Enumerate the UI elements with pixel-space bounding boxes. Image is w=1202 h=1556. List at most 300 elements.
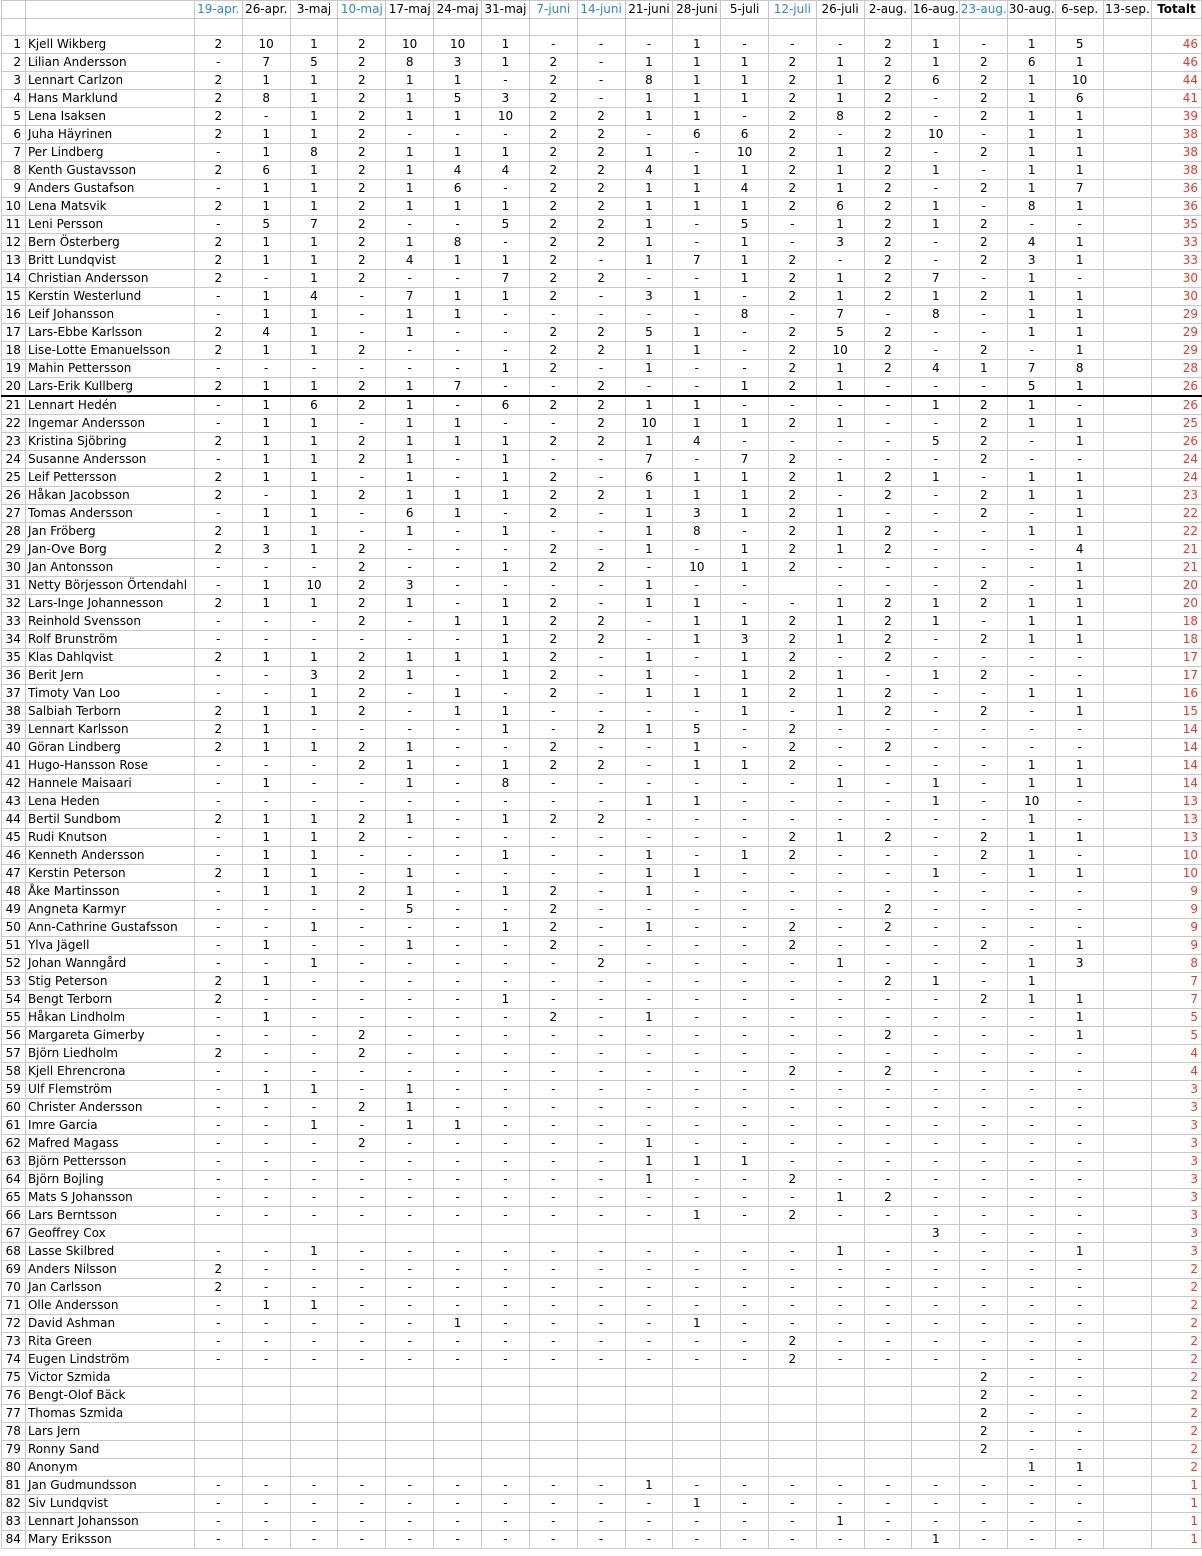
score-cell: - xyxy=(577,685,625,703)
score-cell xyxy=(386,1423,434,1441)
score-cell: 2 xyxy=(864,829,912,847)
score-cell xyxy=(1104,541,1152,559)
rank-cell: 75 xyxy=(2,1369,26,1387)
score-cell: - xyxy=(577,288,625,306)
score-cell: - xyxy=(625,829,673,847)
score-cell: 1 xyxy=(290,955,338,973)
score-cell: - xyxy=(290,1045,338,1063)
score-cell: 1 xyxy=(816,162,864,180)
score-cell: 3 xyxy=(625,288,673,306)
score-cell: - xyxy=(529,829,577,847)
score-cell: 1 xyxy=(386,523,434,541)
score-cell: 2 xyxy=(864,360,912,378)
score-cell: 5 xyxy=(625,324,673,342)
score-cell: - xyxy=(768,306,816,324)
score-cell: - xyxy=(577,505,625,523)
score-cell xyxy=(386,1369,434,1387)
score-cell: 1 xyxy=(242,72,290,90)
rank-cell: 77 xyxy=(2,1405,26,1423)
score-cell: 5 xyxy=(242,216,290,234)
score-cell: - xyxy=(242,1315,290,1333)
score-cell: - xyxy=(577,739,625,757)
blank-cell xyxy=(960,19,1008,36)
score-cell: - xyxy=(816,883,864,901)
score-cell: 1 xyxy=(242,739,290,757)
score-cell: 1 xyxy=(242,1297,290,1315)
score-cell: - xyxy=(625,973,673,991)
name-cell: Lena Heden xyxy=(25,793,194,811)
score-cell xyxy=(1104,739,1152,757)
score-cell xyxy=(1104,919,1152,937)
rank-cell: 15 xyxy=(2,288,26,306)
score-cell: - xyxy=(577,1243,625,1261)
score-cell xyxy=(1104,360,1152,378)
score-cell xyxy=(1104,1369,1152,1387)
score-cell: - xyxy=(529,1243,577,1261)
rank-cell: 69 xyxy=(2,1261,26,1279)
score-cell: - xyxy=(290,1153,338,1171)
score-cell: - xyxy=(482,685,530,703)
score-cell: 1 xyxy=(386,180,434,198)
score-cell: 1 xyxy=(1056,1459,1104,1477)
score-cell: - xyxy=(1056,1099,1104,1117)
score-cell: - xyxy=(960,883,1008,901)
score-cell: - xyxy=(577,1477,625,1495)
total-cell: 10 xyxy=(1151,865,1201,883)
score-cell: 2 xyxy=(529,559,577,577)
score-cell: - xyxy=(434,342,482,360)
score-cell: - xyxy=(816,1081,864,1099)
score-cell: - xyxy=(529,378,577,397)
score-cell: 1 xyxy=(721,613,769,631)
score-cell: - xyxy=(577,937,625,955)
score-cell: 1 xyxy=(816,613,864,631)
score-cell: - xyxy=(912,721,960,739)
score-cell xyxy=(1104,487,1152,505)
score-cell: 1 xyxy=(482,667,530,685)
score-cell: 1 xyxy=(386,451,434,469)
score-cell xyxy=(1104,577,1152,595)
score-cell: - xyxy=(1056,1153,1104,1171)
rank-cell: 49 xyxy=(2,901,26,919)
score-cell: - xyxy=(529,793,577,811)
score-cell xyxy=(1104,36,1152,54)
name-cell: Åke Martinsson xyxy=(25,883,194,901)
score-cell: 1 xyxy=(1056,162,1104,180)
score-cell xyxy=(1104,505,1152,523)
score-cell: 7 xyxy=(673,252,721,270)
score-cell: - xyxy=(290,901,338,919)
score-cell xyxy=(434,1369,482,1387)
score-cell: - xyxy=(386,559,434,577)
score-cell: 1 xyxy=(482,649,530,667)
score-cell: 1 xyxy=(1008,288,1056,306)
score-cell: - xyxy=(768,216,816,234)
score-cell: 1 xyxy=(1056,1243,1104,1261)
score-cell: 1 xyxy=(290,469,338,487)
score-cell: - xyxy=(386,1243,434,1261)
table-body xyxy=(2,36,1202,1549)
name-cell: Håkan Lindholm xyxy=(25,1009,194,1027)
score-cell: - xyxy=(290,991,338,1009)
score-cell: 2 xyxy=(768,162,816,180)
score-cell xyxy=(434,1225,482,1243)
score-cell: - xyxy=(912,1351,960,1369)
score-cell: - xyxy=(529,1099,577,1117)
score-cell: - xyxy=(960,775,1008,793)
score-cell: - xyxy=(673,451,721,469)
score-cell: 1 xyxy=(625,793,673,811)
score-cell: - xyxy=(1008,1135,1056,1153)
score-cell: - xyxy=(482,865,530,883)
score-cell: - xyxy=(529,1045,577,1063)
score-cell: 8 xyxy=(1056,360,1104,378)
name-cell: Geoffrey Cox xyxy=(25,1225,194,1243)
score-cell: 1 xyxy=(625,144,673,162)
score-cell xyxy=(864,1441,912,1459)
score-cell: - xyxy=(912,685,960,703)
total-cell: 2 xyxy=(1151,1333,1201,1351)
score-cell xyxy=(673,1441,721,1459)
score-cell: - xyxy=(194,559,242,577)
score-cell: 1 xyxy=(1056,757,1104,775)
score-cell: - xyxy=(768,234,816,252)
score-cell: - xyxy=(1008,1495,1056,1513)
score-cell: - xyxy=(721,1351,769,1369)
score-cell: - xyxy=(673,144,721,162)
score-cell: - xyxy=(434,1189,482,1207)
rank-cell: 74 xyxy=(2,1351,26,1369)
score-cell: 2 xyxy=(960,252,1008,270)
score-cell: - xyxy=(721,901,769,919)
score-cell: 1 xyxy=(816,54,864,72)
score-cell: 2 xyxy=(864,36,912,54)
score-cell: - xyxy=(768,1189,816,1207)
score-cell: 1 xyxy=(1056,252,1104,270)
score-cell: 1 xyxy=(242,234,290,252)
score-cell: - xyxy=(290,1333,338,1351)
score-cell: - xyxy=(768,1027,816,1045)
score-cell: 1 xyxy=(1008,36,1056,54)
score-cell: - xyxy=(386,342,434,360)
score-cell xyxy=(1104,1117,1152,1135)
score-cell: - xyxy=(673,541,721,559)
score-cell: 6 xyxy=(673,126,721,144)
table-row xyxy=(2,162,1202,180)
score-cell: - xyxy=(625,1027,673,1045)
score-cell: - xyxy=(864,306,912,324)
score-cell: 1 xyxy=(1056,54,1104,72)
score-cell xyxy=(1104,1045,1152,1063)
score-cell: - xyxy=(721,1477,769,1495)
score-cell: - xyxy=(194,955,242,973)
score-cell: - xyxy=(1056,1117,1104,1135)
score-cell: - xyxy=(1056,451,1104,469)
score-cell: 2 xyxy=(529,685,577,703)
blank-cell xyxy=(194,19,242,36)
table-row xyxy=(2,396,1202,415)
score-cell: - xyxy=(529,1189,577,1207)
score-cell: 2 xyxy=(529,739,577,757)
score-cell: - xyxy=(625,955,673,973)
score-cell: - xyxy=(960,1495,1008,1513)
score-cell: - xyxy=(194,937,242,955)
score-cell: - xyxy=(1056,1333,1104,1351)
score-cell: - xyxy=(673,667,721,685)
score-cell: - xyxy=(1008,1189,1056,1207)
score-cell: 1 xyxy=(625,1153,673,1171)
score-cell: - xyxy=(816,1207,864,1225)
score-cell: - xyxy=(529,1333,577,1351)
score-cell xyxy=(434,1459,482,1477)
rank-cell: 24 xyxy=(2,451,26,469)
score-cell: 2 xyxy=(338,198,386,216)
rank-cell: 52 xyxy=(2,955,26,973)
score-cell xyxy=(1104,451,1152,469)
score-cell: - xyxy=(290,973,338,991)
score-cell: - xyxy=(338,793,386,811)
table-row xyxy=(2,36,1202,54)
table-row xyxy=(2,1513,1202,1531)
column-header: 21-juni xyxy=(625,1,673,19)
rank-cell: 48 xyxy=(2,883,26,901)
name-cell: Lennart Karlsson xyxy=(25,721,194,739)
score-cell: 2 xyxy=(529,919,577,937)
score-cell: 1 xyxy=(1008,865,1056,883)
score-cell: 1 xyxy=(386,469,434,487)
column-header: 12-juli xyxy=(768,1,816,19)
score-cell: - xyxy=(625,811,673,829)
score-cell: - xyxy=(1056,1207,1104,1225)
score-cell: 2 xyxy=(338,396,386,415)
table-row xyxy=(2,1261,1202,1279)
score-cell: - xyxy=(768,1099,816,1117)
score-cell: - xyxy=(194,505,242,523)
blank-cell xyxy=(242,19,290,36)
blank-cell xyxy=(338,19,386,36)
score-cell: 1 xyxy=(482,54,530,72)
score-cell: 5 xyxy=(816,324,864,342)
total-cell: 18 xyxy=(1151,631,1201,649)
total-cell: 1 xyxy=(1151,1513,1201,1531)
score-cell xyxy=(1104,973,1152,991)
score-cell: 1 xyxy=(1056,144,1104,162)
table-row xyxy=(2,1153,1202,1171)
score-cell: - xyxy=(242,1117,290,1135)
score-cell: - xyxy=(577,847,625,865)
score-cell: 2 xyxy=(194,991,242,1009)
score-cell: 2 xyxy=(529,198,577,216)
score-cell: - xyxy=(816,649,864,667)
score-cell xyxy=(1104,1099,1152,1117)
score-cell: 1 xyxy=(1008,613,1056,631)
score-cell xyxy=(625,1423,673,1441)
score-cell: - xyxy=(864,667,912,685)
name-cell: Mats S Johansson xyxy=(25,1189,194,1207)
score-cell: 2 xyxy=(960,90,1008,108)
score-cell: 1 xyxy=(434,306,482,324)
score-cell: 3 xyxy=(434,54,482,72)
score-cell: 2 xyxy=(194,252,242,270)
score-cell: - xyxy=(816,865,864,883)
score-cell: - xyxy=(577,1351,625,1369)
score-cell xyxy=(768,1405,816,1423)
score-cell xyxy=(1104,216,1152,234)
score-cell: - xyxy=(434,1495,482,1513)
score-cell: - xyxy=(1008,1099,1056,1117)
name-cell: Christer Andersson xyxy=(25,1099,194,1117)
score-cell: - xyxy=(960,1027,1008,1045)
score-cell: - xyxy=(242,1135,290,1153)
score-cell: 1 xyxy=(434,649,482,667)
score-cell: - xyxy=(434,1243,482,1261)
score-cell: - xyxy=(194,757,242,775)
score-cell: - xyxy=(960,306,1008,324)
score-cell: 1 xyxy=(721,54,769,72)
score-cell: - xyxy=(338,505,386,523)
score-cell: - xyxy=(625,757,673,775)
name-cell: Rita Green xyxy=(25,1333,194,1351)
score-cell: 1 xyxy=(1056,613,1104,631)
score-cell: 2 xyxy=(768,1063,816,1081)
score-cell: 7 xyxy=(242,54,290,72)
score-cell: 1 xyxy=(242,180,290,198)
table-row xyxy=(2,1117,1202,1135)
column-header: 26-juli xyxy=(816,1,864,19)
score-cell xyxy=(577,1225,625,1243)
score-cell: - xyxy=(768,1531,816,1549)
score-cell: - xyxy=(721,1297,769,1315)
rank-cell: 56 xyxy=(2,1027,26,1045)
score-cell: - xyxy=(625,631,673,649)
total-cell: 3 xyxy=(1151,1225,1201,1243)
score-cell xyxy=(768,1369,816,1387)
table-row xyxy=(2,649,1202,667)
score-cell: 1 xyxy=(912,396,960,415)
score-cell: 1 xyxy=(482,360,530,378)
score-cell: - xyxy=(194,415,242,433)
score-cell: - xyxy=(673,577,721,595)
total-cell: 14 xyxy=(1151,757,1201,775)
score-cell: - xyxy=(338,1207,386,1225)
score-cell: - xyxy=(816,1531,864,1549)
score-cell: - xyxy=(242,919,290,937)
score-cell: 2 xyxy=(577,144,625,162)
rank-cell: 53 xyxy=(2,973,26,991)
score-cell: - xyxy=(194,1351,242,1369)
score-cell: - xyxy=(434,847,482,865)
score-cell: 1 xyxy=(434,252,482,270)
score-cell: - xyxy=(529,955,577,973)
name-cell: Hannele Maisaari xyxy=(25,775,194,793)
column-header: 23-aug. xyxy=(960,1,1008,19)
score-cell: - xyxy=(577,1261,625,1279)
score-cell: 1 xyxy=(434,108,482,126)
score-cell: 1 xyxy=(1008,685,1056,703)
score-cell: 1 xyxy=(242,198,290,216)
score-cell: 1 xyxy=(386,739,434,757)
score-cell: - xyxy=(482,1315,530,1333)
score-cell: - xyxy=(721,523,769,541)
score-cell: 10 xyxy=(386,36,434,54)
score-cell: - xyxy=(816,739,864,757)
blank-cell xyxy=(625,19,673,36)
total-cell: 3 xyxy=(1151,1207,1201,1225)
score-cell: - xyxy=(673,1297,721,1315)
score-cell: 1 xyxy=(673,198,721,216)
score-cell: - xyxy=(434,1063,482,1081)
score-cell xyxy=(816,1423,864,1441)
score-cell: - xyxy=(529,1171,577,1189)
score-cell: - xyxy=(864,955,912,973)
score-cell xyxy=(386,1441,434,1459)
score-cell: - xyxy=(864,415,912,433)
score-cell: - xyxy=(912,901,960,919)
score-cell: - xyxy=(482,180,530,198)
name-cell: Juha Häyrinen xyxy=(25,126,194,144)
score-cell: - xyxy=(625,703,673,721)
score-cell: - xyxy=(912,541,960,559)
score-cell: - xyxy=(912,1153,960,1171)
total-cell: 29 xyxy=(1151,324,1201,342)
score-cell: - xyxy=(721,360,769,378)
score-cell: - xyxy=(338,1063,386,1081)
name-cell: Bertil Sundbom xyxy=(25,811,194,829)
score-cell: 1 xyxy=(912,667,960,685)
score-cell: - xyxy=(912,829,960,847)
score-cell: - xyxy=(194,1495,242,1513)
table-row xyxy=(2,1009,1202,1027)
score-cell: 1 xyxy=(625,685,673,703)
score-cell: 1 xyxy=(816,90,864,108)
score-cell: - xyxy=(577,1513,625,1531)
score-cell: 1 xyxy=(816,775,864,793)
score-cell: 1 xyxy=(242,937,290,955)
score-cell xyxy=(242,1225,290,1243)
score-cell xyxy=(625,1225,673,1243)
rank-cell: 28 xyxy=(2,523,26,541)
total-cell: 17 xyxy=(1151,649,1201,667)
score-cell: 2 xyxy=(194,541,242,559)
score-cell: - xyxy=(625,937,673,955)
score-cell: 4 xyxy=(673,433,721,451)
score-cell: - xyxy=(625,1117,673,1135)
score-cell: 5 xyxy=(386,901,434,919)
score-cell: 7 xyxy=(434,378,482,397)
score-cell: 1 xyxy=(242,973,290,991)
score-cell: 1 xyxy=(625,595,673,613)
score-cell: - xyxy=(338,991,386,1009)
score-cell: - xyxy=(242,1027,290,1045)
score-cell: 2 xyxy=(194,811,242,829)
score-cell: - xyxy=(1056,739,1104,757)
score-cell: - xyxy=(482,324,530,342)
total-cell: 26 xyxy=(1151,433,1201,451)
score-cell: - xyxy=(864,721,912,739)
score-cell: 4 xyxy=(386,252,434,270)
score-cell: - xyxy=(529,1135,577,1153)
score-cell: - xyxy=(529,1477,577,1495)
score-cell xyxy=(1104,324,1152,342)
score-cell: - xyxy=(960,1099,1008,1117)
score-cell xyxy=(577,1405,625,1423)
score-cell: - xyxy=(1008,883,1056,901)
score-cell: - xyxy=(434,559,482,577)
score-cell: - xyxy=(338,847,386,865)
score-cell: - xyxy=(912,1081,960,1099)
score-cell: - xyxy=(625,1099,673,1117)
rank-cell: 20 xyxy=(2,378,26,397)
